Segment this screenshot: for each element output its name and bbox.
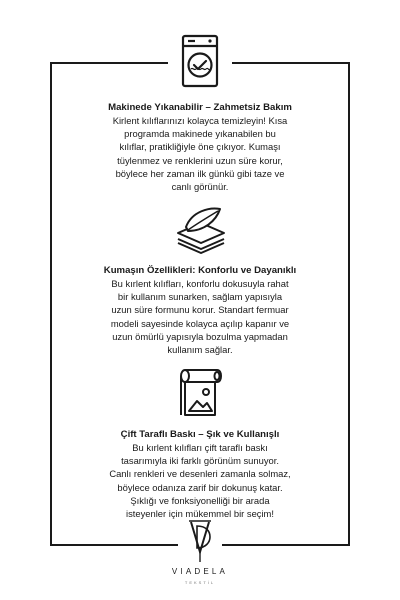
- section-double-sided-print: [0, 428, 400, 520]
- body-line: Şıklığı ve fonksiyonelliği bir arada: [130, 494, 270, 506]
- section-title: Çift Taraflı Baskı – Şık ve Kullanışlı: [120, 429, 280, 440]
- body-line: tüylenmez ve renklerini uzun süre korur,: [117, 154, 283, 166]
- body-line: böylece odanıza zarif bir dokunuş katar.: [117, 481, 283, 493]
- fabric-layers-icon: [170, 205, 232, 255]
- body-line: bir kullanım sunarken, sağlam yapısıyla: [117, 291, 283, 303]
- body-line: Canlı renkleri ve desenleri zamanla solmaz,: [109, 468, 291, 480]
- section-fabric-features: [0, 264, 400, 356]
- section-title: Makinede Yıkanabilir – Zahmetsiz Bakım: [108, 102, 292, 113]
- brand-name: VIADELA: [171, 567, 229, 576]
- washing-machine-icon: [180, 33, 220, 89]
- viadela-vd-logo: [186, 518, 214, 564]
- frame-top-left: [50, 62, 168, 64]
- body-line: Kirlent kılıflarınızı kolayca temizleyin! Kısa: [112, 115, 288, 126]
- frame-bottom-left: [50, 544, 178, 546]
- body-line: tasarımıyla iki farklı görünüm sunuyor.: [121, 455, 279, 467]
- body-line: Bu kırlent kılıfları, konforlu dokusuyla rahat: [111, 278, 289, 289]
- body-line: modeli sayesinde kolayca açılıp kapanır ve: [110, 317, 290, 329]
- frame-bottom-right: [222, 544, 350, 546]
- body-line: uzun ömürlü yapısıyla bozulma yapmadan: [112, 330, 288, 342]
- section-machine-washable: [0, 101, 400, 193]
- body-line: böylece her zaman ilk günkü gibi taze ve: [115, 167, 285, 179]
- section-title: Kumaşın Özellikleri: Konforlu ve Dayanıklı: [103, 265, 297, 276]
- frame-top-right: [232, 62, 350, 64]
- body-line: uzun süre formunu korur. Standart fermuar: [111, 304, 289, 316]
- body-line: isteyenler için mükemmel bir seçim!: [126, 508, 274, 520]
- body-line: kılıflar, pratikliğiyle öne çıkıyor. Kumaşı: [119, 141, 281, 153]
- body-line: kullanım sağlar.: [167, 344, 233, 356]
- body-line: programda makinede yıkanabilen bu: [124, 128, 276, 140]
- body-line: Bu kırlent kılıfları çift taraflı baskı: [132, 442, 268, 453]
- brand-subtitle: TEKSTİL: [184, 580, 216, 585]
- body-line: canlı görünür.: [171, 181, 229, 193]
- print-roll-icon: [177, 367, 223, 419]
